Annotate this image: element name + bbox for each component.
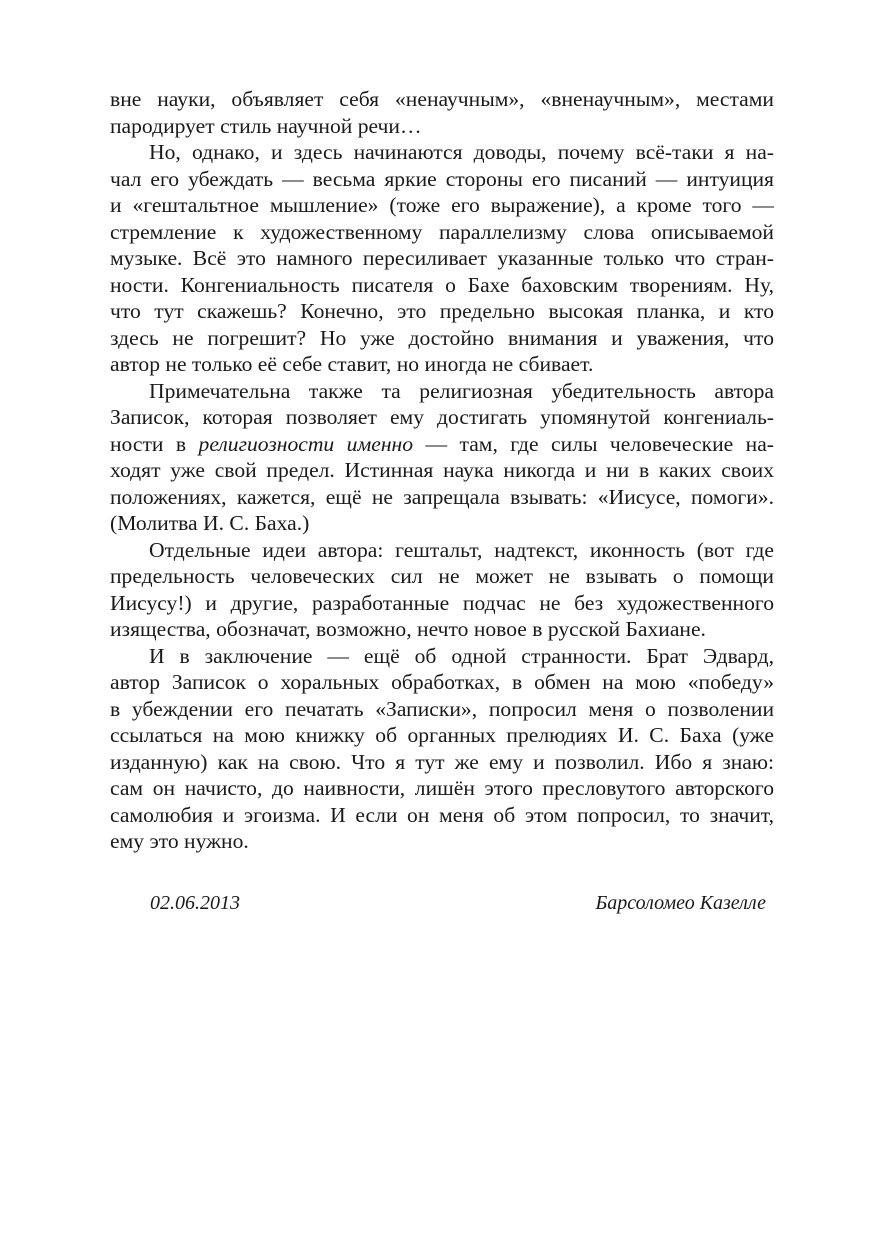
- text-line: здесь не погрешит? Но уже достойно внимания и уважения, что: [110, 325, 774, 350]
- text-line: стремление к художественному параллелизму слова описываемой: [110, 219, 774, 244]
- text-line: изящества, обозначат, возможно, нечто новое в русской Бахиане.: [110, 617, 706, 641]
- paragraph-5: [110, 643, 774, 855]
- paragraph-3: [110, 378, 774, 537]
- text-line: И в заключение — ещё об одной странности. Брат Эдвард,: [149, 643, 774, 668]
- text-line: Отдельные идеи автора: гештальт, надтекст, иконность (вот где: [149, 537, 774, 562]
- text-line: Записок, которая позволяет ему достигать упомянутой конгениаль-: [110, 405, 774, 429]
- text-line: самолюбия и эгоизма. И если он меня об этом попросил, то значит,: [110, 802, 774, 827]
- signature-author: Барсоломео Казелле: [595, 892, 766, 914]
- emphasis-text: религиозности именно: [198, 431, 414, 456]
- text-fragment: ности в: [110, 431, 199, 456]
- signature-date: 02.06.2013: [150, 892, 240, 914]
- text-line: ности. Конгениальность писателя о Бахе баховским творениям. Ну,: [110, 272, 774, 297]
- text-line: положениях, кажется, ещё не запрещала взывать: «Иисусе, помоги».: [110, 484, 774, 509]
- text-line-with-emphasis: [110, 431, 774, 458]
- text-line: предельность человеческих сил не может не взывать о помощи: [110, 564, 774, 588]
- text-line: Иисусу!) и другие, разработанные подчас не без художественного: [110, 590, 774, 615]
- text-line: ссылаться на мою книжку об органных прелюдиях И. С. Баха (уже: [110, 723, 774, 747]
- paragraph-4: [110, 537, 774, 643]
- text-line: автор не только её себе ставит, но иногда не сбивает.: [110, 352, 594, 376]
- text-line: автор Записок о хоральных обработках, в обмен на мою «победу»: [110, 670, 774, 694]
- text-line: сам он начисто, до наивности, лишён этого пресловутого авторского: [110, 776, 774, 800]
- paragraph-1: [110, 86, 774, 139]
- text-line: Но, однако, и здесь начинаются доводы, почему всё-таки я на-: [149, 140, 774, 164]
- text-line: в убеждении его печатать «Записки», попросил меня о позволении: [110, 696, 774, 721]
- paragraph-2: [110, 139, 774, 378]
- text-line: ходят уже свой предел. Истинная наука никогда и ни в каких своих: [110, 458, 774, 482]
- text-line: изданную) как на свою. Что я тут же ему и позволил. Ибо я знаю:: [110, 749, 774, 774]
- text-line: что тут скажешь? Конечно, это предельно высокая планка, и кто: [110, 299, 774, 323]
- text-line: музыке. Всё это намного пересиливает указанные только что стран-: [110, 246, 774, 270]
- text-fragment: — там, где силы человеческие на-: [413, 431, 774, 456]
- text-line: Примечательна также та религиозная убедительность автора: [149, 378, 774, 403]
- text-line: вне науки, объявляет себя «ненаучным», «вненаучным», местами: [110, 87, 774, 111]
- article-body: [110, 86, 774, 855]
- text-line: чал его убеждать — весьма яркие стороны его писаний — интуиция: [110, 166, 774, 191]
- text-line: пародирует стиль научной речи…: [110, 113, 422, 138]
- text-line: и «гештальтное мышление» (тоже его выражение), а кроме того —: [110, 193, 774, 217]
- text-line: ему это нужно.: [110, 829, 249, 853]
- text-line: (Молитва И. С. Баха.): [110, 511, 310, 535]
